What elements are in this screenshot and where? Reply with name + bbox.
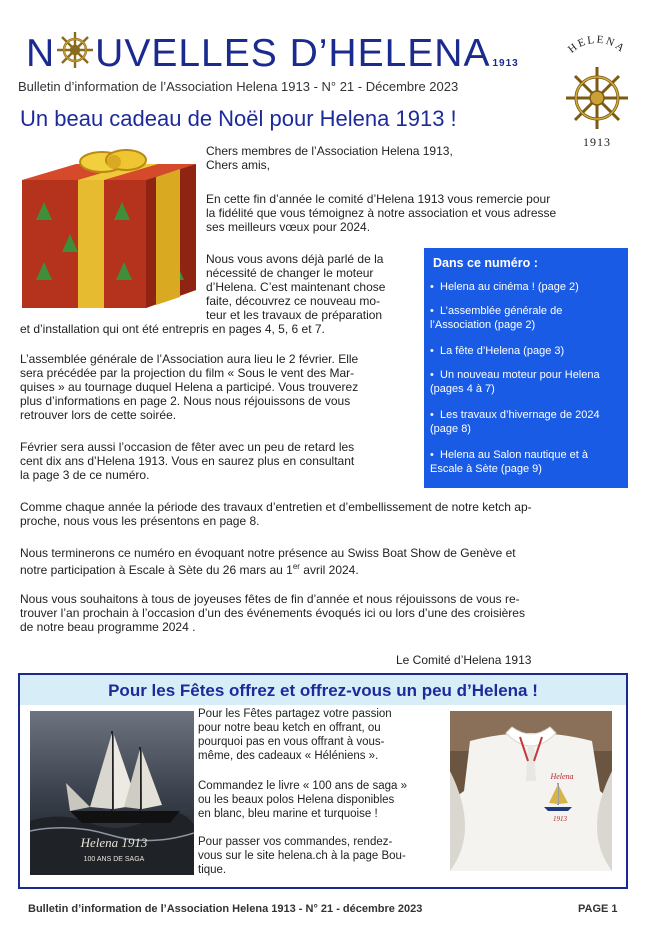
- helena-logo: [556, 22, 638, 152]
- bullet-icon: •: [430, 281, 434, 293]
- maintenance-paragraph-line: Comme chaque année la période des travaux d’entretien et d’embellissement de notre ketch ap-: [20, 500, 532, 514]
- contents-item-label: (page 8): [430, 423, 471, 435]
- events-text-part: notre participation à Escale à Sète du 26 mars au 1: [20, 563, 293, 577]
- bullet-icon: •: [430, 409, 434, 421]
- contents-item-label: L’assemblée générale de: [440, 305, 563, 317]
- engine-paragraph-line: Nous vous avons déjà parlé de la: [206, 252, 384, 266]
- logo-top-text: HELENA: [565, 33, 629, 56]
- engine-paragraph-line: et d’installation qui ont été entrepris en pages 4, 5, 6 et 7.: [20, 322, 325, 336]
- anniversary-paragraph-line: cent dix ans d’Helena 1913. Vous en saurez plus en consultant: [20, 454, 355, 468]
- contents-item-label: Un nouveau moteur pour Helena: [440, 369, 600, 381]
- polo-year-text: 1913: [553, 815, 567, 823]
- contents-item: [430, 344, 626, 358]
- polo-shirt-image: [450, 711, 612, 871]
- contents-item: [430, 368, 626, 396]
- christmas-gift-image: [18, 140, 200, 312]
- contents-item: [430, 448, 626, 476]
- contents-item: [430, 304, 626, 332]
- svg-text:HELENA: [566, 34, 628, 56]
- gift-promo-box: [18, 673, 628, 889]
- contents-box: [424, 248, 628, 488]
- masthead-year: 1913: [492, 58, 519, 69]
- contents-item-label: La fête d’Helena (page 3): [440, 345, 565, 357]
- signature: Le Comité d’Helena 1913: [396, 653, 532, 667]
- newsletter-masthead: [26, 30, 519, 86]
- promo-paragraph-line: pourquoi pas en vous offrant à vous-: [198, 736, 385, 748]
- contents-title: Dans ce numéro :: [433, 256, 538, 270]
- intro-paragraph-line: la fidélité que vous témoignez à notre association et vous adresse: [206, 206, 557, 220]
- assembly-paragraph-line: plus d’informations en page 2. Nous nous réjouissons de vous: [20, 394, 351, 408]
- maintenance-paragraph-line: proche, nous vous les présentons en page 8.: [20, 514, 260, 528]
- polo-brand-text: Helena: [550, 772, 574, 781]
- events-paragraph-line: Nous terminerons ce numéro en évoquant notre présence au Swiss Boat Show de Genève et: [20, 546, 516, 560]
- engine-paragraph-line: nécessité de changer le moteur: [206, 266, 374, 280]
- superscript-er: er: [292, 562, 300, 571]
- contents-item-label: Les travaux d’hivernage de 2024: [440, 409, 600, 421]
- book-cover-image: [30, 711, 194, 875]
- bullet-icon: •: [430, 305, 434, 317]
- contents-item: [430, 408, 626, 436]
- promo-paragraph-line: en blanc, bleu marine et turquoise !: [198, 808, 378, 820]
- engine-paragraph-line: d’Helena. C’est maintenant chose: [206, 280, 386, 294]
- bullet-icon: •: [430, 345, 434, 357]
- intro-paragraph-line: ses meilleurs vœux pour 2024.: [206, 220, 371, 234]
- wishes-paragraph-line: trouver l’an prochain à l’occasion d’un des événements évoqués ici ou lors d’une des croisières: [20, 606, 525, 620]
- promo-paragraph-line: Pour passer vos commandes, rendez-: [198, 836, 393, 848]
- promo-paragraph-line: tique.: [198, 864, 227, 876]
- promo-paragraph-line: Commandez le livre « 100 ans de saga »: [198, 780, 408, 792]
- headline: Un beau cadeau de Noël pour Helena 1913 !: [20, 106, 457, 131]
- events-text-part: avril 2024.: [299, 563, 359, 577]
- masthead-title: UVELLES D’HELENA: [95, 32, 491, 75]
- bulletin-subtitle: Bulletin d’information de l’Association Helena 1913 - N° 21 - Décembre 2023: [18, 79, 459, 94]
- promo-paragraph-line: même, des cadeaux « Héléniens ».: [198, 750, 379, 762]
- contents-item-label: (pages 4 à 7): [430, 383, 495, 395]
- greeting-line-1: Chers membres de l’Association Helena 1913,: [206, 144, 453, 158]
- book-subtitle: 100 ANS DE SAGA: [83, 856, 145, 863]
- promo-paragraph-line: pour notre beau ketch en offrant, ou: [198, 722, 381, 734]
- greeting-line-2: Chers amis,: [206, 158, 271, 172]
- promo-paragraph-line: Pour les Fêtes partagez votre passion: [198, 708, 392, 720]
- logo-bottom-text: 1913: [583, 135, 611, 149]
- promo-title: Pour les Fêtes offrez et offrez-vous un peu d’Helena !: [108, 681, 538, 700]
- assembly-paragraph-line: sera précédée par la projection du film « Sous le vent des Mar-: [20, 366, 355, 380]
- contents-item-label: l’Association (page 2): [430, 319, 536, 331]
- events-paragraph-line: [20, 560, 359, 578]
- page-number: PAGE 1: [578, 903, 618, 915]
- bullet-icon: •: [430, 449, 434, 461]
- wishes-paragraph-line: Nous vous souhaitons à tous de joyeuses fêtes de fin d’année et nous réjouissons de vous re-: [20, 592, 520, 606]
- footer-bulletin-info: Bulletin d’information de l’Association Helena 1913 - N° 21 - décembre 2023: [28, 903, 423, 915]
- ship-wheel-icon: [55, 30, 95, 70]
- promo-paragraph-line: ou les beaux polos Helena disponibles: [198, 794, 395, 806]
- promo-paragraph-line: vous sur le site helena.ch à la page Bou-: [198, 850, 406, 862]
- bullet-icon: •: [430, 369, 434, 381]
- contents-item-label: Helena au Salon nautique et à: [440, 449, 589, 461]
- contents-item: [430, 280, 626, 294]
- contents-item-label: Escale à Sète (page 9): [430, 463, 542, 475]
- masthead-letter-n: N: [26, 32, 56, 75]
- engine-paragraph-line: faite, découvrez ce nouveau mo-: [206, 294, 381, 308]
- assembly-paragraph-line: L’assemblée générale de l’Association aura lieu le 2 février. Elle: [20, 352, 359, 366]
- book-title: Helena 1913: [80, 835, 148, 850]
- assembly-paragraph-line: retrouver lors de cette soirée.: [20, 408, 177, 422]
- intro-paragraph-line: En cette fin d’année le comité d’Helena 1913 vous remercie pour: [206, 192, 551, 206]
- wishes-paragraph-line: de notre beau programme 2024 .: [20, 620, 196, 634]
- assembly-paragraph-line: quises » au tournage duquel Helena a participé. Vous trouverez: [20, 380, 359, 394]
- engine-paragraph-line: teur et les travaux de préparation: [206, 308, 383, 322]
- anniversary-paragraph-line: la page 3 de ce numéro.: [20, 468, 150, 482]
- contents-item-label: Helena au cinéma ! (page 2): [440, 281, 579, 293]
- anniversary-paragraph-line: Février sera aussi l’occasion de fêter avec un peu de retard les: [20, 440, 355, 454]
